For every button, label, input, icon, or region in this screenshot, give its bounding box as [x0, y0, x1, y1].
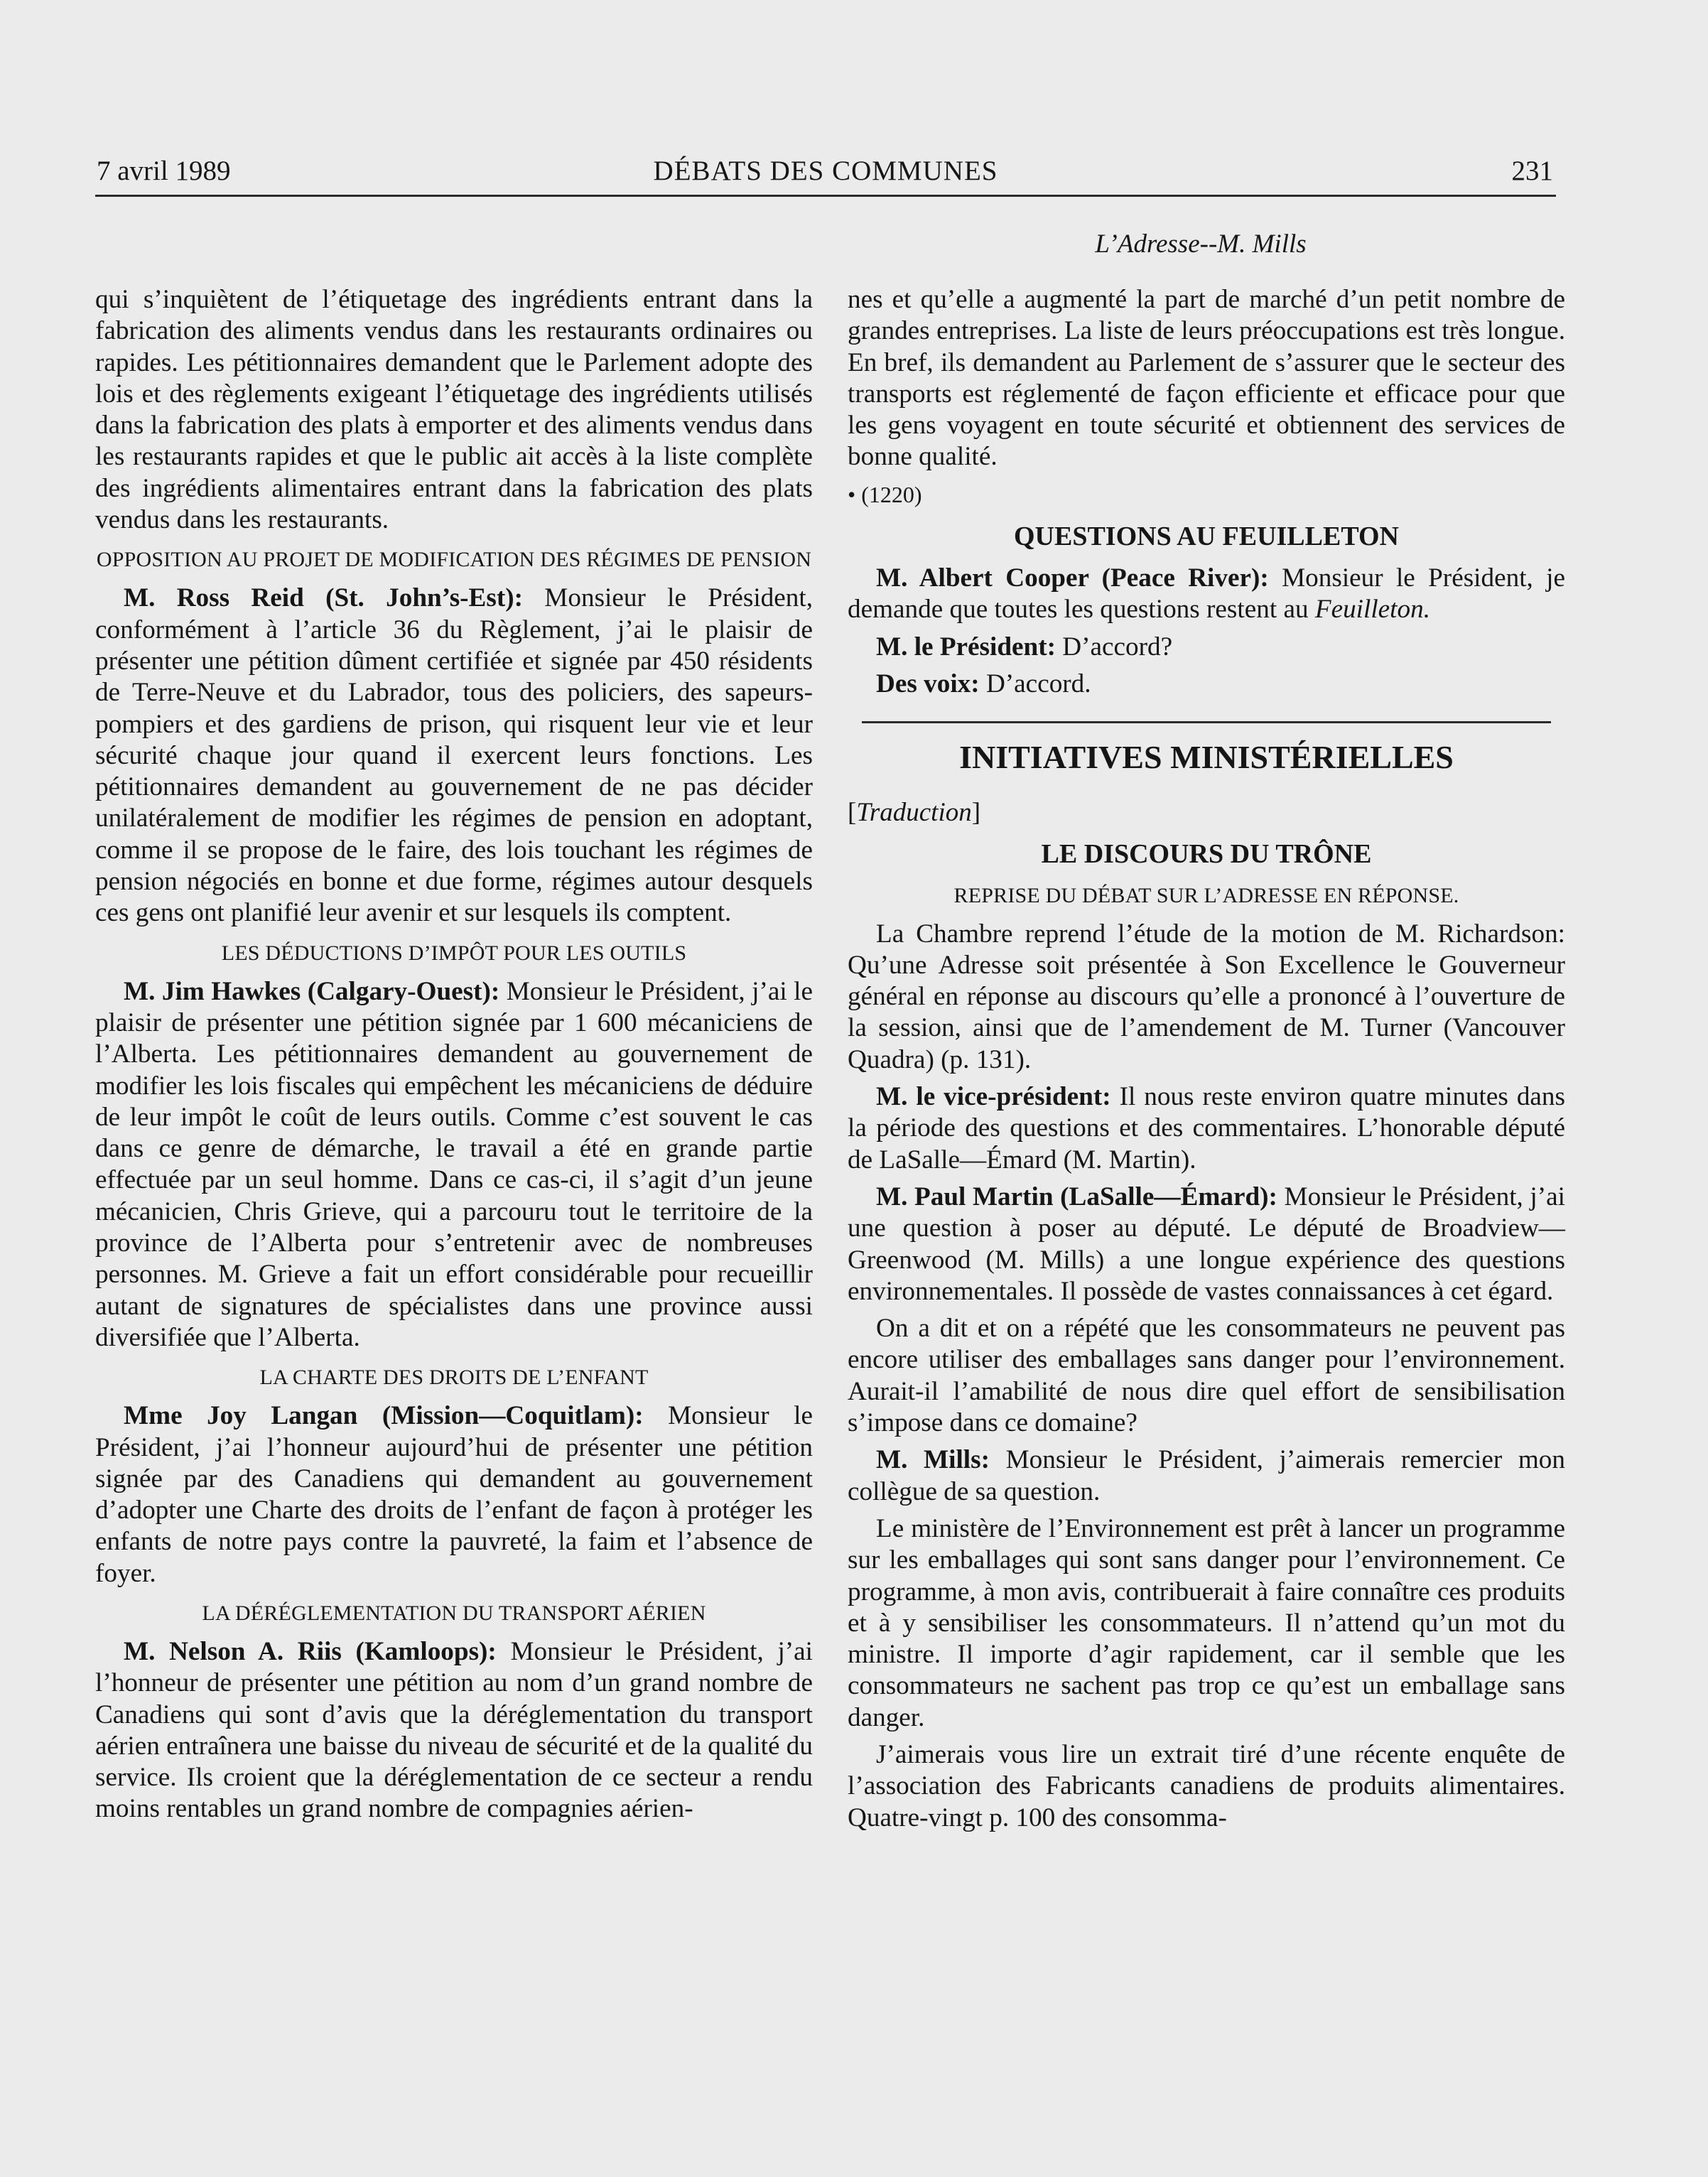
page-header [95, 155, 1556, 197]
major-heading: INITIATIVES MINISTÉRIELLES [959, 739, 1454, 776]
speech-paragraph [848, 669, 1565, 700]
speaker-name: M. le vice-président: [876, 1082, 1111, 1112]
speech-paragraph [848, 1081, 1565, 1176]
header-date: 7 avril 1989 [97, 156, 231, 186]
speech-paragraph [95, 1400, 813, 1589]
paragraph: La Chambre reprend l’étude de la motion de M. Richardson: Qu’une Adresse soit présentée à Son Excellence le Gouverneur général en réponse au discours qu’elle a prononcé à l’ouverture de la session, ainsi que de l’amendement de M. Turner (Vancouver Quadra) (p. 131). [848, 919, 1565, 1074]
paragraph: qui s’inquiètent de l’étiquetage des ingrédients entrant dans la fabrication des aliments vendus dans les restaurants ordinaires ou rapides. Les pétitionnaires demandent que le Parlement adopte des lois et des règlements exigeant l’étiquetage des ingrédients utilisés dans la fabrication des plats à emporter et des aliments vendus dans les restaurants rapides et que le public ait accès à la liste complète des ingrédients alimentaires entrant dans la fabrication des plats vendus dans les restaurants. [95, 285, 813, 535]
left-column [95, 284, 813, 1831]
section-heading: LA CHARTE DES DROITS DE L’ENFANT [259, 1366, 649, 1390]
speech-paragraph [848, 1182, 1565, 1307]
speech-text: Monsieur le Président, j’aimerais remercier mon collègue de sa question. [848, 1445, 1565, 1506]
speech-text: Monsieur le Président, j’ai une question à poser au député. Le député de Broadview—Greenwood (M. Mills) a une longue expérience des questions environnementales. Il possède de vastes connaissances à cet égard. [848, 1182, 1565, 1306]
speech-paragraph [848, 1444, 1565, 1508]
speaker-name: M. Mills: [876, 1445, 990, 1475]
sub-heading: REPRISE DU DÉBAT SUR L’ADRESSE EN RÉPONSE. [953, 883, 1459, 907]
speaker-name: Des voix: [876, 669, 980, 698]
section-heading: LA DÉRÉGLEMENTATION DU TRANSPORT AÉRIEN [202, 1601, 706, 1625]
section-divider [862, 721, 1551, 723]
paragraph: On a dit et on a répété que les consommateurs ne peuvent pas encore utiliser des emballages sans danger pour l’environnement. Aurait-il l’amabilité de nous dire quel effort de sensibilisation s’impose dans ce domaine? [848, 1314, 1565, 1438]
speaker-name: M. Nelson A. Riis (Kamloops): [124, 1636, 497, 1666]
section-heading: LE DISCOURS DU TRÔNE [1041, 838, 1372, 869]
speech-text: Monsieur le Président, conformément à l’article 36 du Règlement, j’ai le plaisir de présenter une pétition dûment certifiée et signée par 450 résidents de Terre-Neuve et du Labrador, tous des policiers, des sapeurs-pompiers et des gardiens de prison, qui risquent leur vie et leur sécurité chaque jour quand il exercent leurs fonctions. Les pétitionnaires demandent au gouvernement de ne pas décider unilatéralement de modifier les régimes de pension en adoptant, comme il se propose de le faire, des lois touchant les régimes de pension négociés en bonne et due forme, régimes autour desquels ces gens ont planifié leur avenir et sur lesquels ils comptent. [95, 583, 814, 928]
speech-text: Monsieur le Président, j’ai l’honneur de présenter une pétition au nom d’un grand nombre de Canadiens qui sont d’avis que la déréglementation du transport aérien entraînera une baisse du niveau de sécurité et de la qualité du service. Ils croient que la déréglementation de ce secteur a rendu moins rentables un grand nombre de compagnies aérien- [95, 1636, 813, 1824]
section-heading: QUESTIONS AU FEUILLETON [1013, 522, 1400, 552]
translation-note [848, 797, 1565, 828]
speech-text: Il nous reste environ quatre minutes dans la période des questions et des commentaires. L’honorable député de LaSalle—Émard (M. Martin). [848, 1082, 1565, 1174]
time-marker: • (1220) [848, 481, 922, 507]
bracket-open: [ [848, 798, 857, 828]
speech-paragraph [95, 976, 813, 1354]
speech-italic: Feuilleton. [1314, 595, 1430, 625]
speech-text: D’accord? [1056, 632, 1173, 661]
speaker-name: M. Jim Hawkes (Calgary-Ouest): [124, 976, 500, 1006]
translation-label: Traduction [856, 798, 972, 828]
right-column [848, 284, 1565, 1840]
speech-paragraph [848, 563, 1565, 626]
speech-paragraph [848, 632, 1565, 663]
speaker-name: M. le Président: [876, 632, 1056, 661]
speech-paragraph [95, 583, 813, 929]
speaker-name: M. Ross Reid (St. John’s-Est): [124, 583, 523, 613]
paragraph: Le ministère de l’Environnement est prêt à lancer un programme sur les emballages qui sont sans danger pour l’environnement. Ce programme, à mon avis, contribuerait à faire connaître ces produits et à y sensibiliser les consommateurs. Il n’attend qu’un mot du ministre. Il importe d’agir rapidement, car il semble que les consommateurs ne sachent pas trop ce qu’est un emballage sans danger. [848, 1513, 1565, 1732]
speech-text: D’accord. [979, 669, 1091, 698]
header-title: DÉBATS DES COMMUNES [653, 156, 998, 186]
paragraph: J’aimerais vous lire un extrait tiré d’une récente enquête de l’association des Fabricants canadiens de produits alimentaires. Quatre-vingt p. 100 des consomma- [848, 1739, 1565, 1832]
speech-text: Monsieur le Président, j’ai le plaisir de présenter une pétition signée par 1 600 mécaniciens de l’Alberta. Les pétitionnaires demandent au gouvernement de modifier les lois fiscales qui empêchent les mécaniciens de déduire de leur impôt le coût de leurs outils. Comme c’est souvent le cas dans ce genre de démarche, le travail a été en grande partie effectuée par un seul homme. Dans ce cas-ci, il s’agit d’un jeune mécanicien, Chris Grieve, qui a parcouru tout le territoire de la province de l’Alberta pour s’entretenir avec de nombreuses personnes. M. Grieve a fait un effort considérable pour recueillir autant de signatures de spécialistes dans une province aussi diversifiée que l’Alberta. [95, 976, 813, 1352]
speech-text: Monsieur le Président, j’ai l’honneur aujourd’hui de présenter une pétition signée par des Canadiens qui demandent au gouvernement d’adopter une Charte des droits de l’enfant de façon à protéger les enfants de notre pays contre la pauvreté, la faim et l’absence de foyer. [95, 1401, 813, 1588]
speech-paragraph [95, 1636, 813, 1825]
running-head: L’Adresse--M. Mills [1095, 229, 1307, 259]
speech-text: Monsieur le Président, je demande que toutes les questions restent au [848, 563, 1565, 625]
bracket-close: ] [971, 798, 981, 828]
page-number: 231 [1511, 156, 1553, 186]
paragraph: nes et qu’elle a augmenté la part de marché d’un petit nombre de grandes entreprises. La liste de leurs préoccupations est très longue. En bref, ils demandent au Parlement de s’assurer que le secteur des transports est réglementé de façon efficiente et efficace pour que les gens voyagent en toute sécurité et obtiennent des services de bonne qualité. [848, 285, 1565, 472]
section-heading: LES DÉDUCTIONS D’IMPÔT POUR LES OUTILS [221, 941, 687, 965]
speaker-name: Mme Joy Langan (Mission—Coquitlam): [124, 1401, 644, 1431]
speaker-name: M. Albert Cooper (Peace River): [876, 563, 1269, 593]
section-heading: OPPOSITION AU PROJET DE MODIFICATION DES RÉGIMES DE PENSION [96, 548, 812, 572]
speaker-name: M. Paul Martin (LaSalle—Émard): [876, 1182, 1277, 1211]
